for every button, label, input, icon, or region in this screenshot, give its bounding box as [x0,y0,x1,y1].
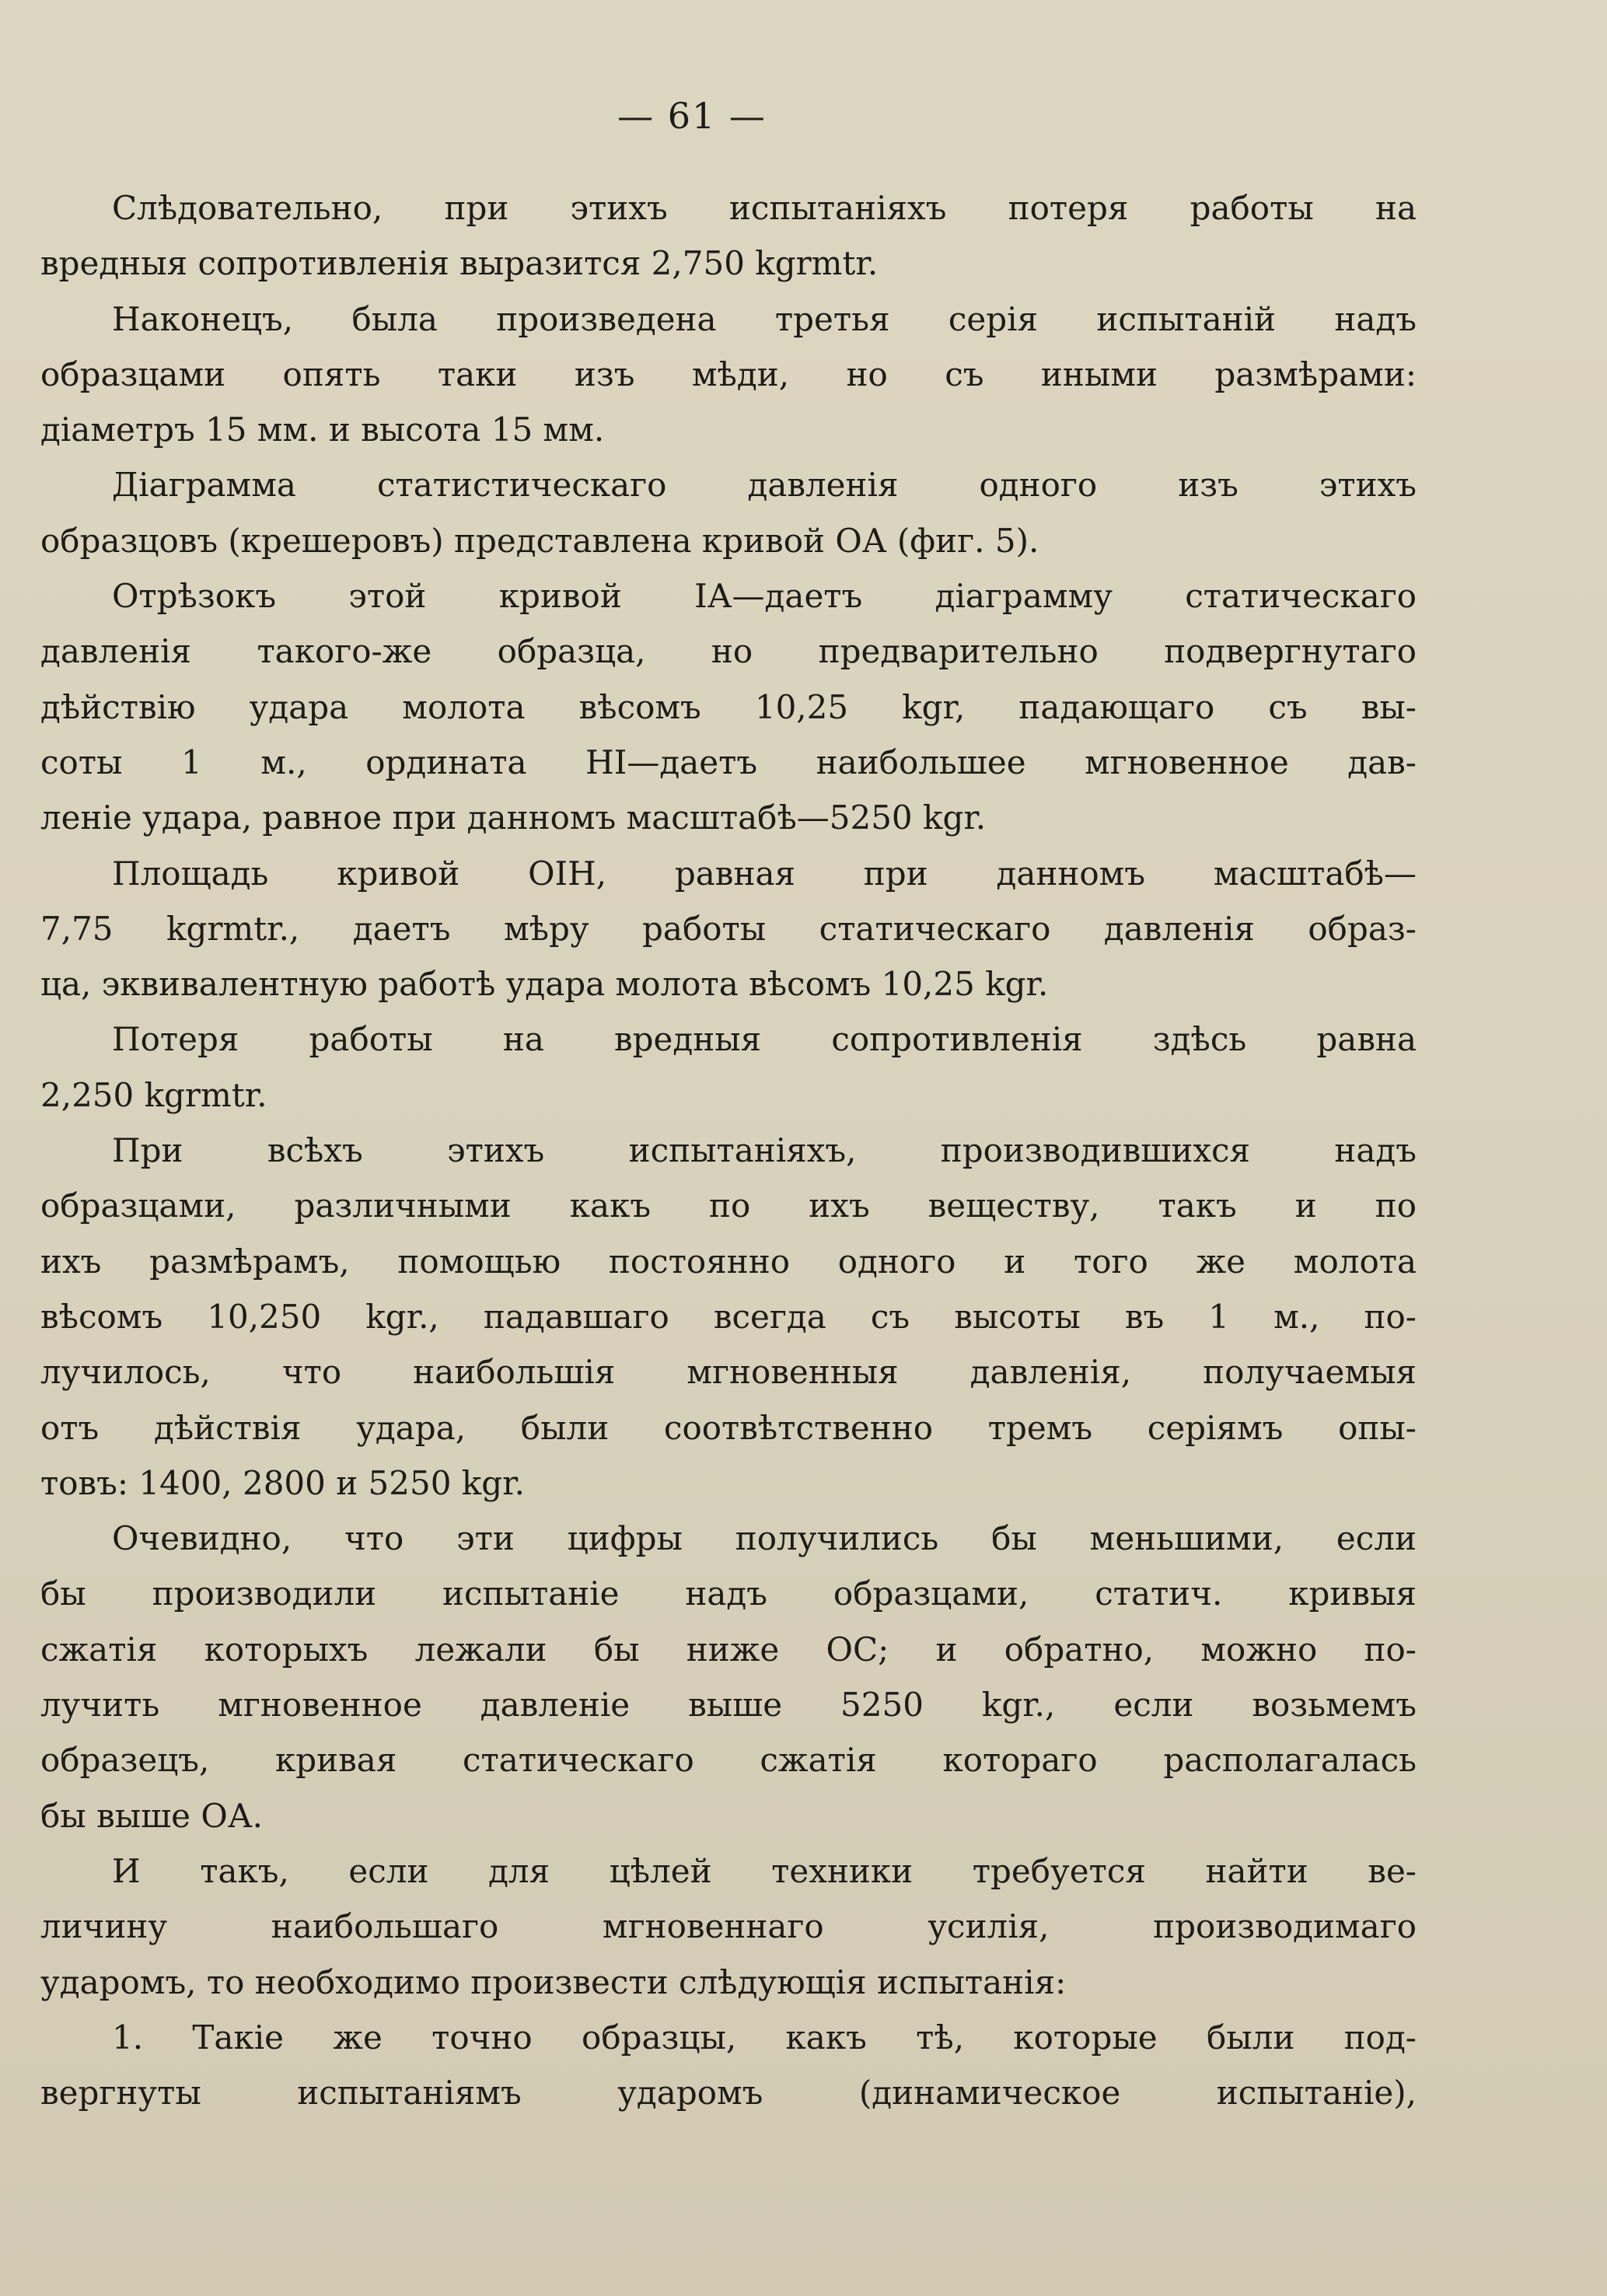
text-line: Очевидно, что эти цифры получились бы меньшими, если [112,1519,1417,1558]
paragraph [40,1511,1417,1843]
text-line: При всѣхъ этихъ испытаніяхъ, производившихся надъ [112,1131,1417,1170]
paragraph [40,457,1417,568]
text-line: образцами, различными какъ по ихъ веществу, такъ и по [40,1186,1417,1225]
text-line: И такъ, если для цѣлей техники требуется найти ве- [112,1851,1417,1890]
text-line: Діаграмма статистическаго давленія одного изъ этихъ [112,466,1417,505]
paragraph [40,846,1417,1012]
text-line: Отрѣзокъ этой кривой IА—даетъ діаграмму статическаго [112,577,1417,616]
text-line: Наконецъ, была произведена третья серія испытаній надъ [112,299,1417,338]
body-text [40,180,1417,2120]
text-line: образецъ, кривая статическаго сжатія котораго располагалась [40,1741,1417,1780]
paragraph [40,1843,1417,2010]
text-line: отъ дѣйствія удара, были соотвѣтственно тремъ серіямъ опы- [40,1408,1417,1447]
text-line: 7,75 kgrmtr., даетъ мѣру работы статическаго давленія образ- [40,909,1417,948]
text-line: образцовъ (крешеровъ) представлена кривой ОА (фиг. 5). [40,521,1039,560]
text-line: вергнуты испытаніямъ ударомъ (динамическое испытаніе), [40,2074,1417,2113]
text-line: образцами опять таки изъ мѣди, но съ иными размѣрами: [40,355,1417,393]
text-line: 1. Такіе же точно образцы, какъ тѣ, которые были под- [112,2018,1417,2057]
text-line: лучить мгновенное давленіе выше 5250 kgr., если возьмемъ [40,1686,1417,1725]
text-line: лучилось, что наибольшія мгновенныя давленія, получаемыя [40,1353,1417,1392]
paragraph [40,292,1417,458]
text-line: леніе удара, равное при данномъ масштабѣ—5250 kgr. [40,799,987,837]
text-line: бы выше ОА. [40,1796,263,1835]
text-line: дѣйствію удара молота вѣсомъ 10,25 kgr, падающаго съ вы- [40,687,1417,726]
text-line: Потеря работы на вредныя сопротивленія здѣсь равна [112,1020,1417,1059]
text-line: вредныя сопротивленія выразится 2,750 kgrmtr. [40,244,879,283]
text-line: діаметръ 15 мм. и высота 15 мм. [40,411,605,449]
text-line: 2,250 kgrmtr. [40,1075,267,1114]
paragraph [40,1012,1417,1123]
paragraph [40,1123,1417,1511]
text-line: ихъ размѣрамъ, помощью постоянно одного и того же молота [40,1242,1417,1281]
text-line: Слѣдовательно, при этихъ испытаніяхъ потеря работы на [112,189,1417,227]
text-line: личину наибольшаго мгновеннаго усилія, производимаго [40,1907,1417,1946]
text-line: ударомъ, то необходимо произвести слѣдующія испытанія: [40,1962,1067,2001]
page-number: — 61 — [617,95,767,137]
text-line: соты 1 м., ордината НI—даетъ наибольшее мгновенное дав- [40,743,1417,781]
text-line: Площадь кривой ОIН, равная при данномъ масштабѣ— [112,854,1417,893]
text-line: сжатія которыхъ лежали бы ниже ОС; и обратно, можно по- [40,1630,1417,1669]
text-line: ца, эквивалентную работѣ удара молота вѣсомъ 10,25 kgr. [40,965,1049,1004]
text-line: бы производили испытаніе надъ образцами, статич. кривыя [40,1574,1417,1613]
text-line: давленія такого-же образца, но предварительно подвергнутаго [40,632,1417,671]
text-line: товъ: 1400, 2800 и 5250 kgr. [40,1463,525,1502]
paragraph [40,180,1417,292]
paragraph [40,2010,1417,2121]
paragraph [40,568,1417,845]
text-line: вѣсомъ 10,250 kgr., падавшаго всегда съ высоты въ 1 м., по- [40,1297,1417,1336]
